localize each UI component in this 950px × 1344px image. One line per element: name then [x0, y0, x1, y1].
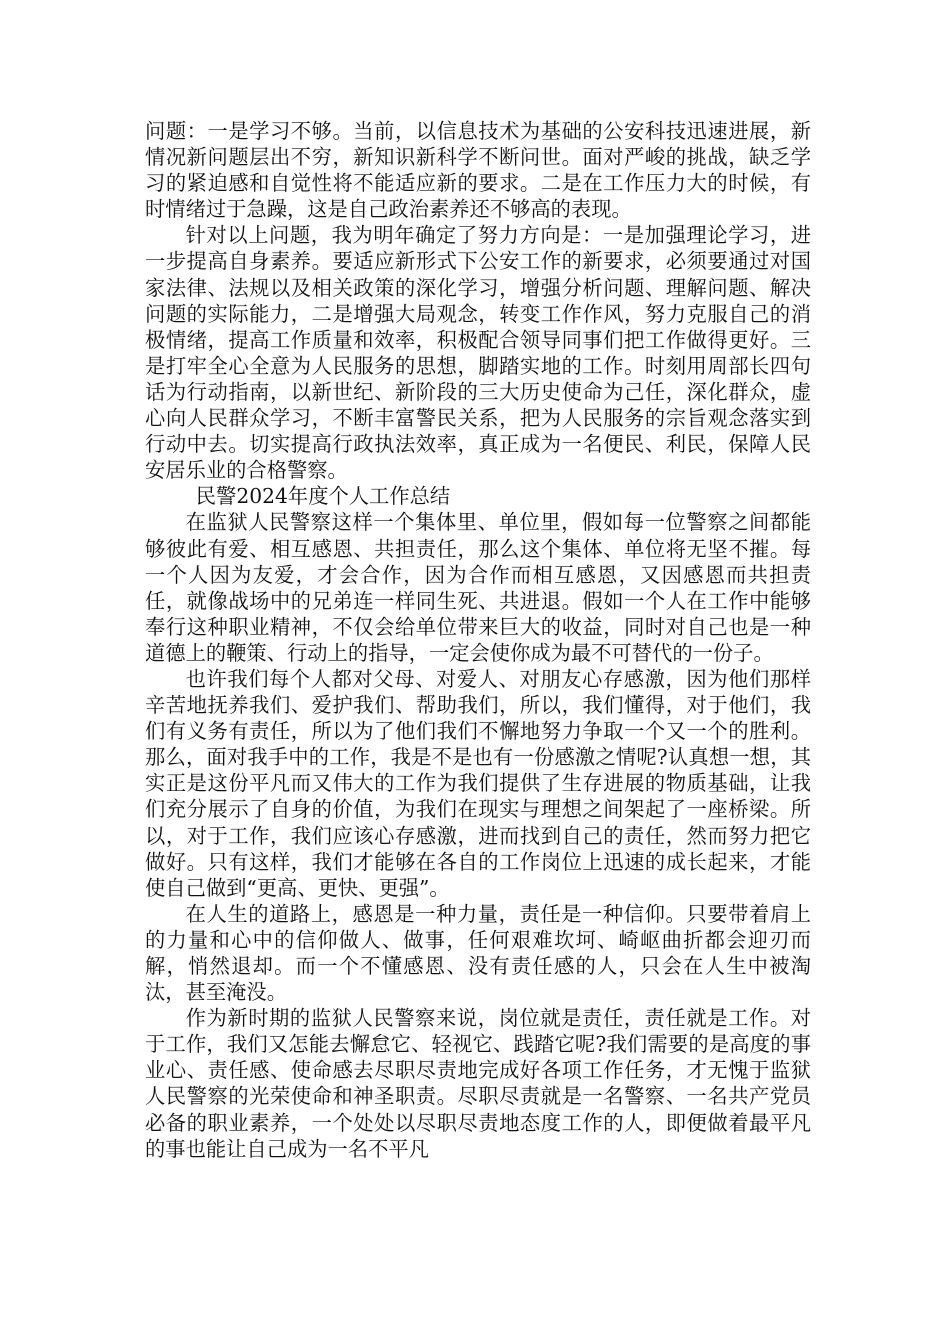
paragraph-2: 针对以上问题，我为明年确定了努力方向是：一是加强理论学习，进一步提高自身素养。要适应新形式下公安工作的新要求，必须要通过对国家法律、法规以及相关政策的深化学习，增强分析问题、理解问题、解决问题的实际能力，二是增强大局观念，转变工作作风，努力克服自己的消极情绪，提高工作质量和效率，积极配合领导同事们把工作做得更好。三是打牢全心全意为人民服务的思想，脚踏实地的工作。时刻用周部长四句话为行动指南，以新世纪、新阶段的三大历史使命为己任，深化群众，虚心向人民群众学习，不断丰富警民关系，把为人民服务的宗旨观念落实到行动中去。切实提高行政执法效率，真正成为一名便民、利民，保障人民安居乐业的合格警察。	[145, 223, 811, 483]
document-page	[145, 118, 811, 1162]
paragraph-6: 作为新时期的监狱人民警察来说，岗位就是责任，责任就是工作。对于工作，我们又怎能去懈怠它、轻视它、践踏它呢?我们需要的是高度的事业心、责任感、使命感去尽职尽责地完成好各项工作任务，才无愧于监狱人民警察的光荣使命和神圣职责。尽职尽责就是一名警察、一名共产党员必备的职业素养，一个处处以尽职尽责地态度工作的人，即便做着最平凡的事也能让自己成为一名不平凡	[145, 1006, 811, 1161]
paragraph-3: 在监狱人民警察这样一个集体里、单位里，假如每一位警察之间都能够彼此有爱、相互感恩、共担责任，那么这个集体、单位将无坚不摧。每一个人因为友爱，才会合作，因为合作而相互感恩，又因感恩而共担责任，就像战场中的兄弟连一样同生死、共进退。假如一个人在工作中能够奉行这种职业精神，不仅会给单位带来巨大的收益，同时对自己也是一种道德上的鞭策、行动上的指导，一定会使你成为最不可替代的一份子。	[145, 510, 811, 665]
section-heading: 民警2024年度个人工作总结	[195, 484, 451, 509]
paragraph-1: 问题：一是学习不够。当前，以信息技术为基础的公安科技迅速进展，新情况新问题层出不穷，新知识新科学不断问世。面对严峻的挑战，缺乏学习的紧迫感和自觉性将不能适应新的要求。二是在工作压力大的时候，有时情绪过于急躁，这是自己政治素养还不够高的表现。	[145, 119, 811, 222]
paragraph-4: 也许我们每个人都对父母、对爱人、对朋友心存感激，因为他们那样辛苦地抚养我们、爱护我们、帮助我们，所以，我们懂得，对于他们，我们有义务有责任，所以为了他们我们不懈地努力争取一个又一个的胜利。那么，面对我手中的工作，我是不是也有一份感激之情呢?认真想一想，其实正是这份平凡而又伟大的工作为我们提供了生存进展的物质基础，让我们充分展示了自身的价值，为我们在现实与理想之间架起了一座桥梁。所以，对于工作，我们应该心存感激，进而找到自己的责任，然而努力把它做好。只有这样，我们才能够在各自的工作岗位上迅速的成长起来，才能使自己做到“更高、更快、更强”。	[145, 666, 811, 900]
paragraph-5: 在人生的道路上，感恩是一种力量，责任是一种信仰。只要带着肩上的力量和心中的信仰做人、做事，任何艰难坎坷、崎岖曲折都会迎刃而解，悄然退却。而一个不懂感恩、没有责任感的人，只会在人生中被淘汰，甚至淹没。	[145, 901, 811, 1005]
